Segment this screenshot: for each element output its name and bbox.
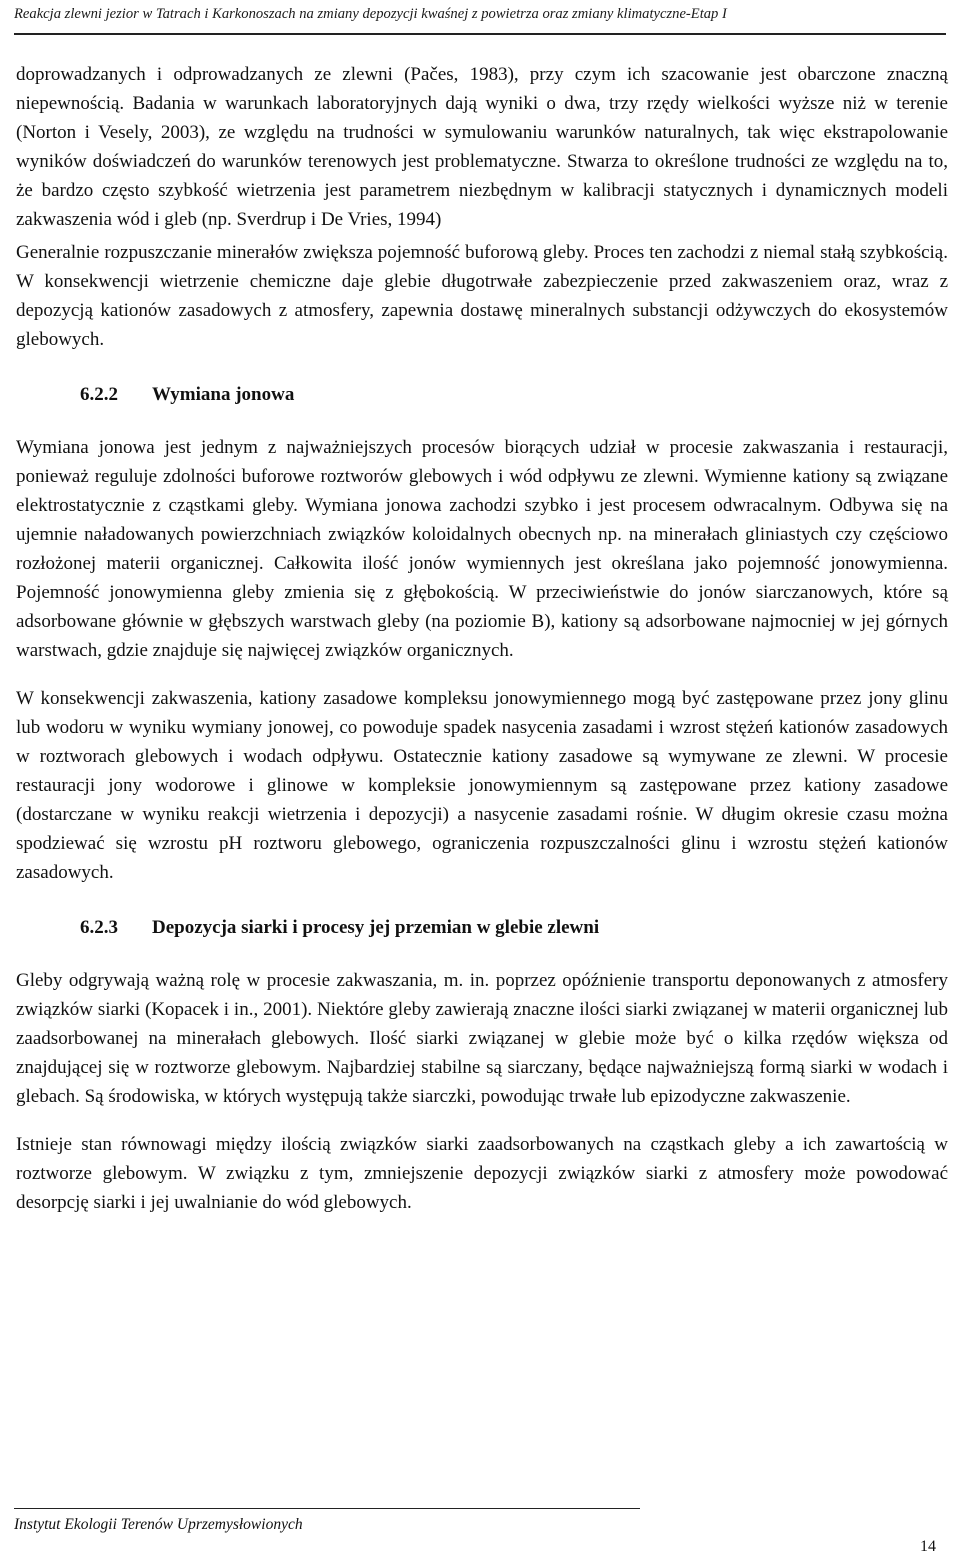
page-body: [16, 60, 948, 1236]
paragraph-sulfur-equilibrium: Istnieje stan równowagi między ilością związków siarki zaadsorbowanych na cząstkach gleby a ich zawartością w roztworze glebowym. W związku z tym, zmniejszenie depozycji związków siarki z atmosfery może powodować desorpcję siarki i jej uwalnianie do wód glebowych.: [16, 1134, 948, 1213]
section-title: Wymiana jonowa: [152, 384, 295, 405]
section-heading-sulfur-deposition: [16, 913, 948, 942]
section-number: 6.2.3: [80, 917, 118, 938]
footer-institution: Instytut Ekologii Terenów Uprzemysłowionych: [14, 1516, 303, 1533]
running-header: Reakcja zlewni jezior w Tatrach i Karkonoszach na zmiany depozycji kwaśnej z powietrza oraz zmiany klimatyczne-Etap I: [14, 6, 727, 22]
paragraph-soil-sulfur: Gleby odgrywają ważną rolę w procesie zakwaszania, m. in. poprzez opóźnienie transportu deponowanych z atmosfery związków siarki (Kopacek i in., 2001). Niektóre gleby zawierają znaczne ilości siarki związanej w materii organicznej lub zaadsorbowanej na minerałach glebowych. Ilość siarki związanej w glebie może być o kilka rzędów większa od znajdującej się w roztworze glebowym. Najbardziej stabilne są siarczany, będące najważniejszą formą siarki w wodach i glebach. Są środowiska, w których występują także siarczki, powodując trwałe lub epizodyczne zakwaszenie.: [16, 970, 948, 1107]
section-number: 6.2.2: [80, 384, 118, 405]
page-number: 14: [920, 1538, 936, 1555]
section-heading-ion-exchange: [16, 380, 948, 409]
section-title: Depozycja siarki i procesy jej przemian w glebie zlewni: [152, 917, 600, 938]
paragraph-acidification-consequences: W konsekwencji zakwaszenia, kationy zasadowe kompleksu jonowymiennego mogą być zastępowane przez jony glinu lub wodoru w wyniku wymiany jonowej, co powoduje spadek nasycenia zasadami i wzrost stężeń kationów zasadowych w roztworach glebowych i wodach odpływu. Ostatecznie kationy zasadowe są wymywane ze zlewni. W procesie restauracji jony wodorowe i glinowe w kompleksie jonowymiennym są zastępowane przez kationy zasadowe (dostarczane w wyniku reakcji wietrzenia i depozycji) a nasycenie zasadami rośnie. W długim okresie czasu można spodziewać się wzrostu pH roztworu glebowego, ograniczenia rozpuszczalności glinu i wzrostu stężeń kationów zasadowych.: [16, 688, 948, 883]
footer-divider: [14, 1508, 640, 1509]
paragraph-ion-exchange: Wymiana jonowa jest jednym z najważniejszych procesów biorących udział w procesie zakwaszania i restauracji, ponieważ reguluje zdolności buforowe roztworów glebowych i wód odpływu ze zlewni. Wymienne kationy są związane elektrostatycznie z cząstkami gleby. Wymiana jonowa zachodzi szybko i jest procesem odwracalnym. Odbywa się na ujemnie naładowanych powierzchniach związków koloidalnych obecnych np. na minerałach gliniastych czy częściowo rozłożonej materii organicznej. Całkowita ilość jonów wymiennych jest określana jako pojemność jonowymienna. Pojemność jonowymienna gleby zmienia się z głębokością. W przeciwieństwie do jonów siarczanowych, które są adsorbowane głównie w głębszych warstwach gleby (na poziomie B), kationy są adsorbowane najmocniej w jej górnych warstwach, gdzie znajduje się najwięcej związków organicznych.: [16, 437, 948, 661]
paragraph-weathering-rates: doprowadzanych i odprowadzanych ze zlewni (Pačes, 1983), przy czym ich szacowanie jest obarczone znaczną niepewnością. Badania w warunkach laboratoryjnych dają wyniki o dwa, trzy rzędy wielkości wyższe niż w terenie (Norton i Vesely, 2003), ze względu na trudności w symulowaniu warunków naturalnych, tak więc ekstrapolowanie wyników doświadczeń do warunków terenowych jest problematyczne. Stwarza to określone trudności ze względu na to, że bardzo często szybkość wietrzenia jest parametrem niezbędnym w kalibracji statycznych i dynamicznych modeli zakwaszenia wód i gleb (np. Sverdrup i De Vries, 1994): [16, 64, 948, 230]
header-divider: [14, 33, 946, 35]
paragraph-mineral-dissolution: Generalnie rozpuszczanie minerałów zwiększa pojemność buforową gleby. Proces ten zachodzi z niemal stałą szybkością. W konsekwencji wietrzenie chemiczne daje glebie długotrwałe zabezpieczenie przed zakwaszeniem oraz, wraz z depozycją kationów zasadowych z atmosfery, zapewnia dostawę mineralnych substancji odżywczych do ekosystemów glebowych.: [16, 242, 948, 350]
